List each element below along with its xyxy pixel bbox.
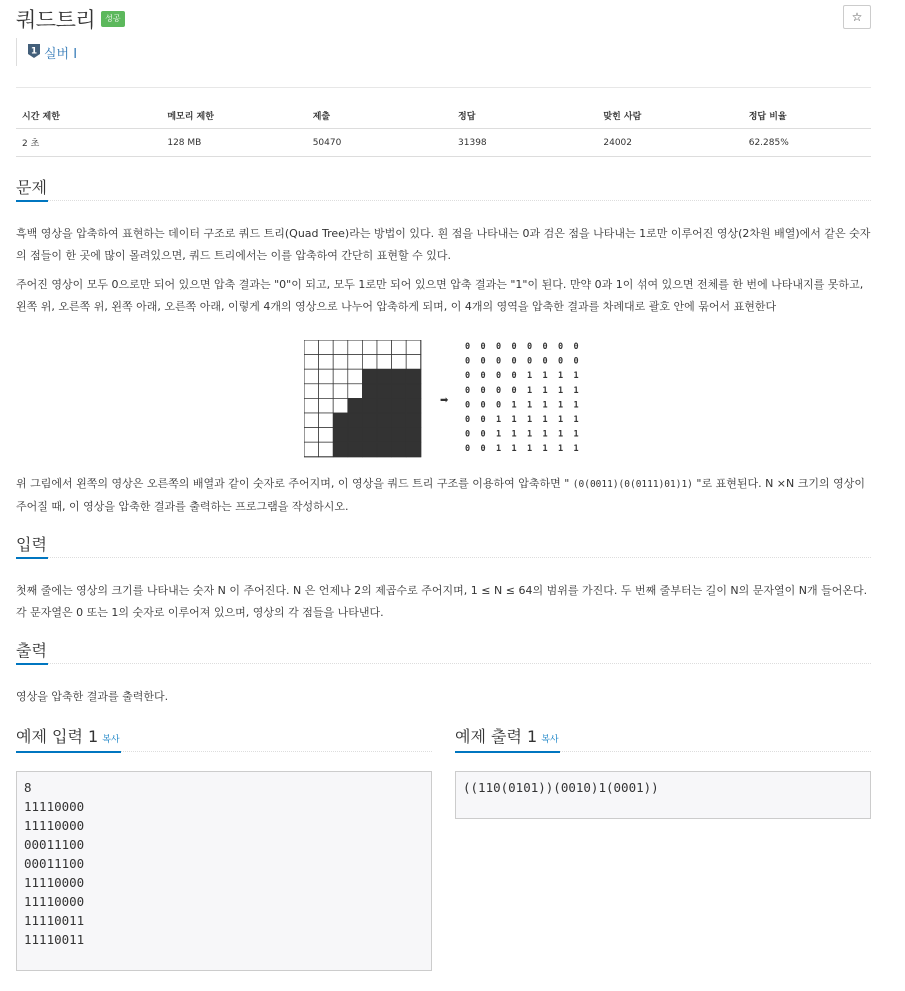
- matrix-digit: 1: [527, 385, 533, 396]
- header-solved-users: 맞힌 사람: [597, 103, 742, 129]
- matrix-digit: 0: [511, 342, 517, 352]
- black-pixel-cell: [377, 369, 392, 384]
- white-pixel-cell: [304, 340, 319, 355]
- black-pixel-cell: [362, 398, 377, 413]
- info-value-row: [16, 129, 871, 157]
- sample-output-title-wrap: [455, 728, 560, 753]
- tier-info: [16, 38, 77, 66]
- white-pixel-cell: [333, 398, 348, 413]
- white-pixel-cell: [304, 413, 319, 428]
- matrix-digit: 0: [480, 356, 486, 367]
- white-pixel-cell: [304, 398, 319, 413]
- problem-section-title: 문제: [16, 179, 48, 202]
- favorite-star-button[interactable]: [843, 5, 871, 29]
- matrix-digit: 0: [480, 415, 486, 425]
- matrix-digit: 1: [558, 415, 564, 425]
- value-time-limit: 2 초: [16, 129, 161, 157]
- black-pixel-cell: [392, 369, 407, 384]
- star-icon: ☆: [851, 10, 863, 24]
- black-pixel-cell: [348, 398, 363, 413]
- black-pixel-cell: [333, 442, 348, 457]
- matrix-digit: 0: [465, 385, 471, 396]
- matrix-digit: 1: [511, 444, 517, 455]
- white-pixel-cell: [304, 369, 319, 384]
- white-pixel-cell: [319, 413, 334, 428]
- black-pixel-cell: [392, 398, 407, 413]
- matrix-digit: 1: [527, 415, 533, 425]
- white-pixel-cell: [348, 384, 363, 399]
- white-pixel-cell: [348, 355, 363, 370]
- white-pixel-cell: [319, 369, 334, 384]
- input-section-title: 입력: [16, 536, 48, 559]
- quadtree-figure: [304, 340, 594, 458]
- sample-output-title: 예제 출력 1: [455, 727, 538, 746]
- value-accepted: 31398: [452, 129, 597, 157]
- matrix-digit: 0: [511, 371, 517, 382]
- black-pixel-cell: [362, 384, 377, 399]
- matrix-digit: 0: [527, 342, 533, 352]
- output-section-header: [16, 641, 871, 664]
- header-submissions: 제출: [307, 103, 452, 129]
- matrix-digit: 0: [511, 385, 517, 396]
- black-pixel-cell: [406, 428, 421, 443]
- black-pixel-cell: [362, 428, 377, 443]
- black-pixel-cell: [333, 413, 348, 428]
- white-pixel-cell: [392, 340, 407, 355]
- matrix-digit: 0: [511, 356, 517, 367]
- value-accept-ratio: 62.285%: [743, 129, 871, 157]
- white-pixel-cell: [406, 340, 421, 355]
- black-pixel-cell: [377, 442, 392, 457]
- white-pixel-cell: [304, 355, 319, 370]
- matrix-digit: 0: [465, 400, 471, 411]
- svg-text:1: 1: [30, 46, 38, 57]
- matrix-digit: 0: [465, 342, 471, 352]
- matrix-digit: 0: [480, 444, 486, 455]
- matrix-digit: 1: [496, 444, 502, 455]
- matrix-digit: 1: [542, 400, 548, 411]
- value-submissions: 50470: [307, 129, 452, 157]
- matrix-digit: 0: [558, 342, 564, 352]
- matrix-digit: 0: [496, 385, 502, 396]
- matrix-digit: 0: [496, 356, 502, 367]
- matrix-digit: 1: [573, 415, 579, 425]
- divider: [16, 87, 871, 88]
- black-pixel-cell: [348, 442, 363, 457]
- white-pixel-cell: [348, 369, 363, 384]
- header-memory-limit: 메모리 제한: [161, 103, 306, 129]
- matrix-digit: 1: [558, 444, 564, 455]
- black-pixel-cell: [362, 369, 377, 384]
- copy-output-button[interactable]: 복사: [541, 735, 559, 745]
- white-pixel-cell: [319, 398, 334, 413]
- black-pixel-cell: [392, 384, 407, 399]
- problem-paragraph-2: 주어진 영상이 모두 0으로만 되어 있으면 압축 결과는 "0"이 되고, 모두 1로만 되어 있으면 압축 결과는 "1"이 된다. 만약 0과 1이 섞여 있으면 전체를 한 번에 나타내지를 못하고, 왼쪽 위, 오른쪽 위, 왼쪽 아래, 오른쪽 아래, 이렇게 4개의 영상으로 나누어 압축하게 되며, 이 4개의 영역을 압축한 결과를 차례대로 괄호 안에 묶어서 표현한다: [16, 278, 864, 313]
- matrix-digit: 0: [542, 356, 548, 367]
- matrix-digit: 1: [496, 415, 502, 425]
- matrix-digit: 0: [542, 342, 548, 352]
- matrix-digit: 1: [542, 385, 548, 396]
- matrix-digit: 1: [573, 385, 579, 396]
- matrix-digit: 0: [496, 400, 502, 411]
- white-pixel-cell: [319, 340, 334, 355]
- white-pixel-cell: [333, 355, 348, 370]
- white-pixel-cell: [304, 428, 319, 443]
- black-pixel-cell: [348, 413, 363, 428]
- matrix-digit: 0: [573, 356, 579, 367]
- sample-output-header: [455, 727, 871, 752]
- white-pixel-cell: [362, 355, 377, 370]
- matrix-digit: 1: [558, 429, 564, 440]
- black-pixel-cell: [377, 398, 392, 413]
- black-pixel-cell: [392, 413, 407, 428]
- white-pixel-cell: [377, 355, 392, 370]
- sample-output-box[interactable]: ((110(0101))(0010)1(0001)): [455, 771, 871, 819]
- matrix-digit: 1: [573, 400, 579, 411]
- white-pixel-cell: [333, 340, 348, 355]
- problem-paragraph-1: 흑백 영상을 압축하여 표현하는 데이터 구조로 쿼드 트리(Quad Tree)라는 방법이 있다. 흰 점을 나타내는 0과 검은 점을 나타내는 1로만 이루어진 영상(2차원 배열)에서 같은 숫자의 점들이 한 곳에 많이 몰려있으면, 쿼드 트리에서는 이를 압축하여 간단히 표현할 수 있다.: [16, 227, 871, 262]
- black-pixel-cell: [348, 428, 363, 443]
- black-pixel-cell: [377, 428, 392, 443]
- black-pixel-cell: [392, 428, 407, 443]
- paragraph-3-text-after: "로 표현된다. N ×N 크기의 영상이 주어질 때, 이 영상을 압축한 결과를 출력하는 프로그램을 작성하시오.: [16, 477, 866, 513]
- matrix-digit: 1: [527, 371, 533, 382]
- matrix-digit: 1: [527, 444, 533, 455]
- sample-input-title-wrap: [16, 728, 121, 753]
- value-memory-limit: 128 MB: [161, 129, 306, 157]
- inline-code-example: (0(0011)(0(0111)01)1): [572, 479, 693, 490]
- matrix-digit: 0: [465, 356, 471, 367]
- matrix-digit: 0: [496, 342, 502, 352]
- matrix-digit: 0: [465, 429, 471, 440]
- matrix-digit: 1: [558, 371, 564, 382]
- black-pixel-cell: [377, 413, 392, 428]
- paragraph-3-text-before: 위 그림에서 왼쪽의 영상은 오른쪽의 배열과 같이 숫자로 주어지며, 이 영상을 쿼드 트리 구조를 이용하여 압축하면 ": [16, 477, 573, 490]
- right-arrow-icon: ➡: [440, 395, 449, 406]
- black-pixel-cell: [406, 398, 421, 413]
- tier-link[interactable]: 실버 I: [44, 47, 78, 62]
- white-pixel-cell: [406, 355, 421, 370]
- matrix-digit: 0: [496, 371, 502, 382]
- matrix-digit: 0: [527, 356, 533, 367]
- input-section-header: [16, 535, 871, 558]
- quadtree-figure-svg: [304, 340, 594, 458]
- matrix-digit: 1: [558, 385, 564, 396]
- black-pixel-cell: [362, 413, 377, 428]
- output-description: 영상을 압축한 결과를 출력한다.: [16, 690, 169, 703]
- matrix-digit: 1: [511, 429, 517, 440]
- matrix-digit: 0: [480, 400, 486, 411]
- matrix-digit: 0: [465, 371, 471, 382]
- matrix-digit: 1: [511, 400, 517, 411]
- black-pixel-cell: [406, 442, 421, 457]
- white-pixel-cell: [333, 369, 348, 384]
- white-pixel-cell: [377, 340, 392, 355]
- white-pixel-cell: [392, 355, 407, 370]
- header-accept-ratio: 정답 비율: [743, 103, 871, 129]
- matrix-digit: 0: [480, 385, 486, 396]
- white-pixel-cell: [304, 384, 319, 399]
- info-header-row: [16, 103, 871, 129]
- problem-info-table: [16, 103, 871, 157]
- sample-input-header: [16, 727, 432, 752]
- matrix-digit: 1: [542, 371, 548, 382]
- matrix-digit: 0: [465, 444, 471, 455]
- problem-section-header: [16, 178, 871, 201]
- header-time-limit: 시간 제한: [16, 103, 161, 129]
- input-description: 첫째 줄에는 영상의 크기를 나타내는 숫자 N 이 주어진다. N 은 언제나 2의 제곱수로 주어지며, 1 ≤ N ≤ 64의 범위를 가진다. 두 번째 줄부터는 길이 N의 문자열이 N개 들어온다. 각 문자열은 0 또는 1의 숫자로 이루어져 있으며, 영상의 각 점들을 나타낸다.: [16, 584, 868, 619]
- matrix-digit: 1: [496, 429, 502, 440]
- matrix-digit: 1: [527, 400, 533, 411]
- white-pixel-cell: [319, 428, 334, 443]
- white-pixel-cell: [304, 442, 319, 457]
- problem-paragraph-3: [16, 473, 873, 518]
- tier-badge-icon: [28, 44, 40, 58]
- white-pixel-cell: [319, 442, 334, 457]
- matrix-digit: 1: [542, 444, 548, 455]
- header-accepted: 정답: [452, 103, 597, 129]
- black-pixel-cell: [406, 369, 421, 384]
- sample-input-title: 예제 입력 1: [16, 727, 99, 746]
- matrix-digit: 0: [480, 342, 486, 352]
- black-pixel-cell: [392, 442, 407, 457]
- black-pixel-cell: [406, 384, 421, 399]
- matrix-digit: 0: [573, 342, 579, 352]
- value-solved-users: 24002: [597, 129, 742, 157]
- matrix-digit: 1: [511, 415, 517, 425]
- title-row: [16, 5, 125, 33]
- black-pixel-cell: [377, 384, 392, 399]
- white-pixel-cell: [362, 340, 377, 355]
- page-title: 쿼드트리: [16, 8, 96, 32]
- white-pixel-cell: [319, 355, 334, 370]
- matrix-digit: 1: [527, 429, 533, 440]
- matrix-digit: 0: [465, 415, 471, 425]
- matrix-digit: 0: [480, 371, 486, 382]
- matrix-digit: 1: [558, 400, 564, 411]
- sample-input-box[interactable]: 8 11110000 11110000 00011100 00011100 11110000 11110000 11110011 11110011: [16, 771, 432, 971]
- white-pixel-cell: [348, 340, 363, 355]
- black-pixel-cell: [406, 413, 421, 428]
- black-pixel-cell: [362, 442, 377, 457]
- white-pixel-cell: [319, 384, 334, 399]
- matrix-digit: 1: [542, 429, 548, 440]
- matrix-digit: 0: [480, 429, 486, 440]
- black-pixel-cell: [333, 428, 348, 443]
- matrix-digit: 1: [573, 444, 579, 455]
- status-badge: 성공: [101, 11, 124, 27]
- matrix-digit: 1: [573, 429, 579, 440]
- copy-input-button[interactable]: 복사: [102, 735, 120, 745]
- white-pixel-cell: [333, 384, 348, 399]
- matrix-digit: 1: [573, 371, 579, 382]
- output-section-title: 출력: [16, 642, 48, 665]
- matrix-digit: 0: [558, 356, 564, 367]
- matrix-digit: 1: [542, 415, 548, 425]
